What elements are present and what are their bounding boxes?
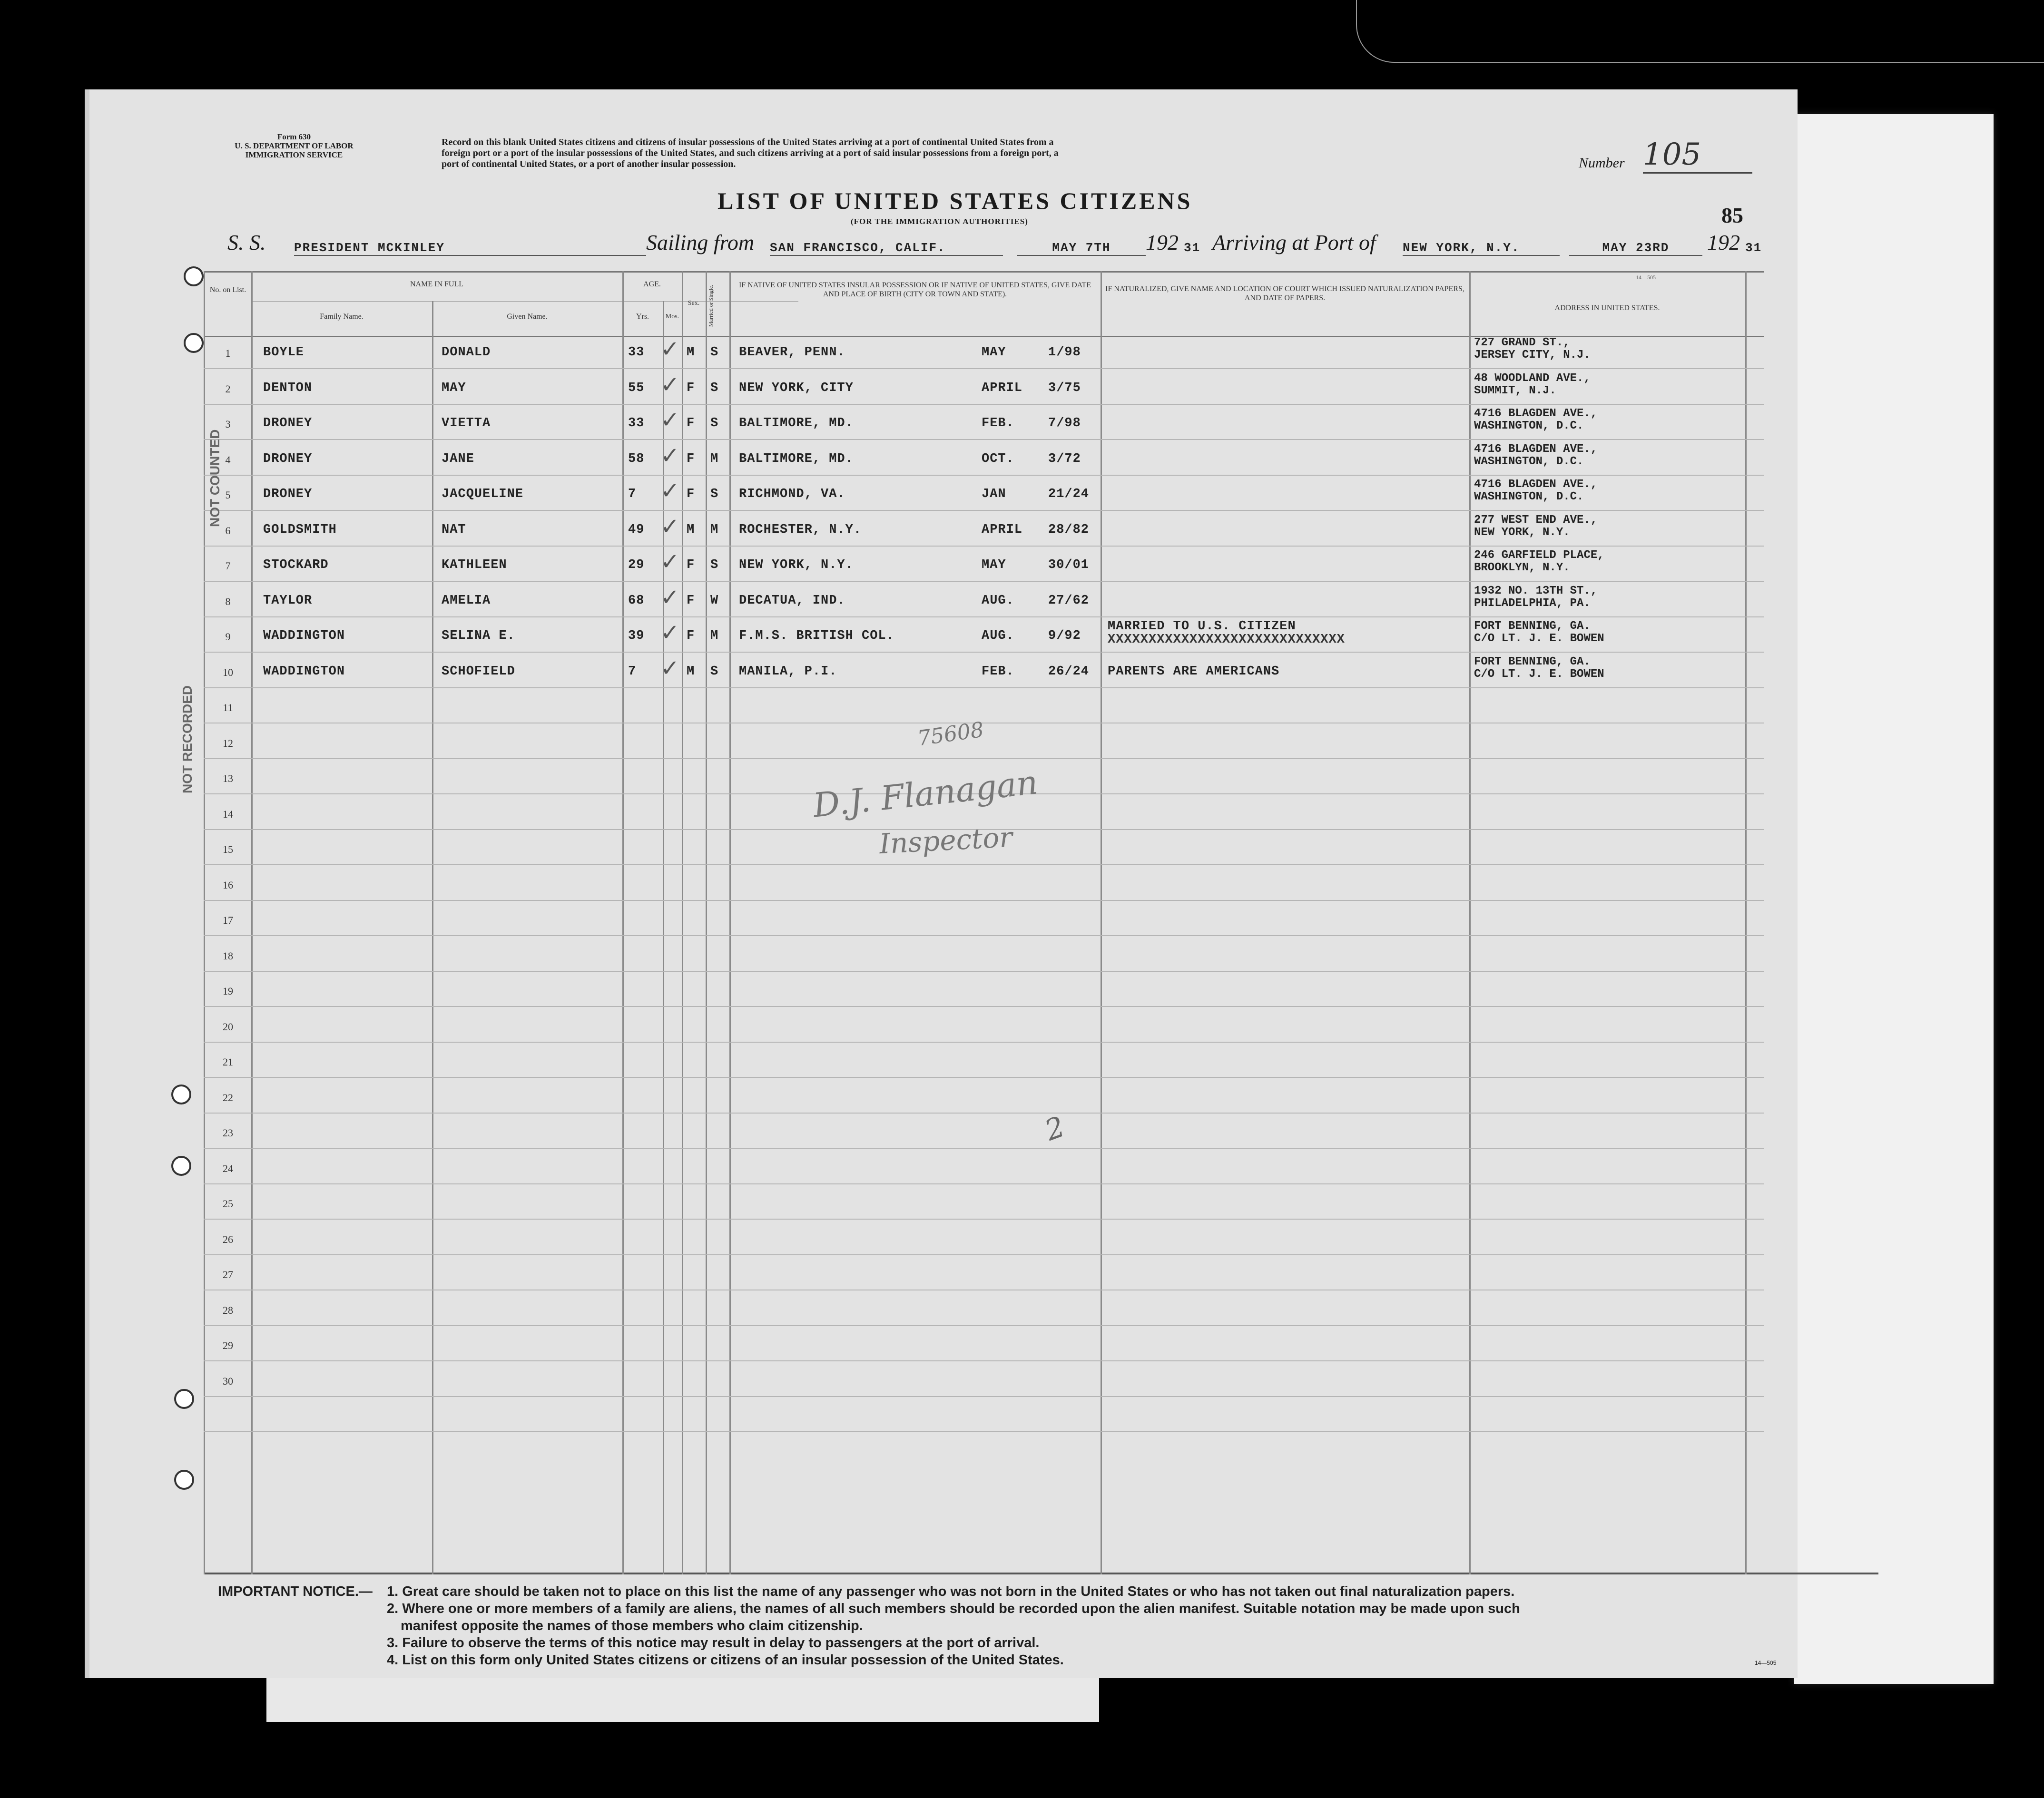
back-sheet [1794,114,1994,1684]
col-line-6 [706,271,707,1574]
birth-month: MAY [982,558,1006,572]
row-rule [204,1431,1764,1432]
col-line-1 [251,271,253,1574]
empty-row-number: 15 [223,843,233,855]
birthplace: BALTIMORE, MD. [739,451,854,466]
empty-row-number: 13 [223,772,233,784]
form-id-block [223,132,365,159]
arriving-label: Arriving at Port of [1212,230,1376,254]
birth-date: 3/72 [1048,451,1081,466]
address-line-2: WASHINGTON, D.C. [1474,490,1584,503]
address-line-1: FORT BENNING, GA. [1474,655,1591,668]
row-rule [204,652,1764,653]
sex: F [687,416,695,430]
address-line-1: 4716 BLAGDEN AVE., [1474,478,1598,491]
address-line-2: SUMMIT, N.J. [1474,384,1556,397]
sex: F [687,558,695,572]
birth-month: OCT. [982,451,1014,466]
empty-row-number: 23 [223,1127,233,1139]
notice-item-2-continued: manifest opposite the names of those members who claim citizenship. [401,1618,863,1633]
departure-port: SAN FRANCISCO, CALIF. [770,241,1003,256]
empty-row-number: 22 [223,1091,233,1104]
birthplace: NEW YORK, N.Y. [739,558,854,572]
arrival-year: 31 [1745,241,1762,255]
empty-row-number: 25 [223,1198,233,1210]
table-top-border [204,271,1764,273]
sailing-from-label: Sailing from [646,230,755,254]
age-years: 39 [628,629,645,643]
departure-year-prefix: 192 [1146,230,1179,254]
empty-row-number: 24 [223,1162,233,1174]
arrival-date: MAY 23RD [1569,241,1702,256]
age-years: 68 [628,593,645,608]
marital-status: M [710,629,719,643]
empty-row-number: 29 [223,1339,233,1351]
birth-date: 7/98 [1048,416,1081,430]
address-line-1: 277 WEST END AVE., [1474,513,1598,527]
table-bottom-border [204,1573,1878,1574]
row-rule [204,546,1764,547]
address-line-2: PHILADELPHIA, PA. [1474,596,1591,610]
header-given-name: Given Name. [507,313,548,321]
empty-row-number: 30 [223,1375,233,1387]
address-line-2: WASHINGTON, D.C. [1474,455,1584,468]
marital-status: W [710,593,719,608]
form-title: LIST OF UNITED STATES CITIZENS [717,187,1193,214]
check-mark-icon: ✓ [660,371,680,398]
row-number: 5 [225,489,231,501]
family-name: DENTON [263,381,313,395]
row-rule [204,1396,1764,1397]
notice-item-2: 2. Where one or more members of a family are aliens, the names of all such members should be recorded upon the alien manifest. Suitable notation may be made upon such [387,1601,1520,1616]
page-number: 85 [1721,203,1743,227]
marital-status: M [710,522,719,537]
check-mark-icon: ✓ [660,619,680,646]
empty-row-number: 18 [223,949,233,962]
empty-row-number: 17 [223,914,233,926]
empty-row-number: 14 [223,808,233,820]
instruction-line-3: port of continental United States, or a port of another insular possession. [442,159,736,169]
birth-month: FEB. [982,416,1014,430]
empty-row-number: 16 [223,879,233,891]
row-rule [204,1325,1764,1326]
address-line-2: JERSEY CITY, N.J. [1474,349,1591,362]
marital-status: S [710,345,719,360]
row-rule [204,1148,1764,1149]
birth-date: 1/98 [1048,345,1081,360]
check-mark-icon: ✓ [660,655,680,682]
address-line-1: 4716 BLAGDEN AVE., [1474,442,1598,456]
header-birthplace: IF NATIVE OF UNITED STATES INSULAR POSSESSION OR IF NATIVE OF UNITED STATES, GIVE DATE AND PLACE OF BIRTH (CITY OR TOWN AND STATE). [738,281,1091,298]
number-label: Number [1579,155,1625,171]
col-line-7 [729,271,731,1574]
marital-status: M [710,451,719,466]
row-number: 1 [225,347,231,359]
header-age: AGE. [643,280,661,288]
header-no-on-list: No. on List. [209,286,246,294]
header-naturalized: IF NATURALIZED, GIVE NAME AND LOCATION OF COURT WHICH ISSUED NATURALIZATION PAPERS, AND DATE OF PAPERS. [1105,285,1464,302]
notice-label: IMPORTANT NOTICE.— [218,1584,373,1599]
marital-status: S [710,416,719,430]
sex: F [687,629,695,643]
row-rule [204,1113,1764,1114]
col-line-8 [1101,271,1102,1574]
instruction-line-2: foreign port or a port of the insular possessions of the United States, and such citizens arriving at a port of said insular possessions from a foreign port, a [442,148,1059,158]
row-number: 8 [225,595,231,607]
given-name: NAT [442,522,466,537]
list-number: 105 [1643,137,1752,174]
row-rule [204,439,1764,440]
family-name: DRONEY [263,487,313,501]
address-line-1: 48 WOODLAND AVE., [1474,371,1591,385]
birth-date: 9/92 [1048,629,1081,643]
naturalization-note: PARENTS ARE AMERICANS [1108,664,1280,679]
age-years: 33 [628,345,645,360]
birth-month: APRIL [982,381,1023,395]
empty-row-number: 21 [223,1056,233,1068]
inspector-signature: D.J. Flanagan [811,762,1040,825]
row-rule [204,758,1764,759]
empty-row-number: 28 [223,1304,233,1316]
birthplace: BEAVER, PENN. [739,345,845,360]
punch-hole-2 [184,333,204,353]
row-number: 10 [223,666,233,678]
family-name: GOLDSMITH [263,522,337,537]
birth-month: AUG. [982,593,1014,608]
birthplace: F.M.S. BRITISH COL. [739,629,894,643]
form-subtitle: (FOR THE IMMIGRATION AUTHORITIES) [851,217,1028,226]
check-mark-icon: ✓ [660,442,680,469]
col-line-2 [432,301,433,1574]
birthplace: NEW YORK, CITY [739,381,854,395]
handwritten-number: 75608 [916,717,985,751]
family-name: WADDINGTON [263,664,345,679]
birthplace: DECATUA, IND. [739,593,845,608]
birth-date: 21/24 [1048,487,1090,501]
row-rule [204,1219,1764,1220]
birth-date: 27/62 [1048,593,1090,608]
birth-month: JAN [982,487,1006,501]
sex: F [687,381,695,395]
notice-item-3: 3. Failure to observe the terms of this notice may result in delay to passengers at the port of arrival. [387,1635,1040,1651]
arrival-port: NEW YORK, N.Y. [1403,241,1560,256]
row-rule [204,864,1764,865]
given-name: MAY [442,381,466,395]
family-name: STOCKARD [263,558,329,572]
address-line-1: 1932 NO. 13TH ST., [1474,584,1598,597]
punch-hole-5 [174,1389,194,1409]
sex: M [687,345,695,360]
header-years: Yrs. [636,313,649,321]
empty-row-number: 20 [223,1020,233,1033]
notice-item-1: 1. Great care should be taken not to place on this list the name of any passenger who was not born in the United States or who has not taken out final naturalization papers. [387,1584,1515,1599]
header-family-name: Family Name. [320,313,364,321]
address-line-2: NEW YORK, N.Y. [1474,526,1570,539]
row-number: 4 [225,453,231,466]
empty-row-number: 26 [223,1233,233,1245]
address-line-1: 4716 BLAGDEN AVE., [1474,407,1598,420]
given-name: DONALD [442,345,491,360]
check-mark-icon: ✓ [660,336,680,362]
address-line-2: BROOKLYN, N.Y. [1474,561,1570,574]
header-months: Mos. [665,313,679,320]
form-instructions [442,137,1612,170]
check-mark-icon: ✓ [660,407,680,433]
naturalization-note: MARRIED TO U.S. CITIZEN [1108,619,1296,634]
birth-month: MAY [982,345,1006,360]
family-name: TAYLOR [263,593,313,608]
row-rule [204,581,1764,582]
row-rule [204,1006,1764,1007]
address-line-2: C/O LT. J. E. BOWEN [1474,632,1604,645]
check-mark-icon: ✓ [660,513,680,540]
departure-year: 31 [1184,241,1201,255]
sex: F [687,593,695,608]
empty-row-number: 27 [223,1269,233,1280]
age-years: 58 [628,451,645,466]
marital-status: S [710,381,719,395]
given-name: SCHOFIELD [442,664,515,679]
ss-label: S. S. [227,230,266,254]
given-name: VIETTA [442,416,491,430]
marital-status: S [710,558,719,572]
row-rule [204,687,1764,688]
row-rule [204,510,1764,511]
col-line-5 [682,271,683,1574]
birth-month: AUG. [982,629,1014,643]
age-years: 33 [628,416,645,430]
inspector-title: Inspector [878,821,1013,860]
naturalization-struck-text: XXXXXXXXXXXXXXXXXXXXXXXXXXXXX [1108,633,1345,647]
birthplace: BALTIMORE, MD. [739,416,854,430]
birth-date: 26/24 [1048,664,1090,679]
birth-date: 30/01 [1048,558,1090,572]
col-line-10 [1745,271,1747,1574]
sex: F [687,451,695,466]
empty-row-number: 11 [223,702,233,713]
given-name: JACQUELINE [442,487,524,501]
row-rule [204,971,1764,972]
header-small-code: 14—505 [1636,274,1656,281]
address-line-1: 246 GARFIELD PLACE, [1474,549,1604,562]
row-number: 3 [225,418,231,430]
margin-stamp-not-recorded: NOT RECORDED [180,685,195,793]
check-mark-icon: ✓ [660,478,680,504]
family-name: BOYLE [263,345,305,360]
row-rule [204,475,1764,476]
notice-item-4: 4. List on this form only United States citizens or citizens of an insular possession of the United States. [387,1652,1064,1668]
form-number: Form 630 [277,132,311,141]
row-number: 7 [225,560,231,572]
departure-date: MAY 7TH [1017,241,1146,256]
row-number: 2 [225,382,231,395]
instruction-line-1: Record on this blank United States citizens and citizens of insular possessions of the United States arriving at a port of continental United States from a [442,137,1054,147]
sex: F [687,487,695,501]
punch-hole-1 [184,266,204,286]
family-name: DRONEY [263,416,313,430]
address-line-2: C/O LT. J. E. BOWEN [1474,667,1604,681]
punch-hole-6 [174,1470,194,1490]
birthplace: MANILA, P.I. [739,664,837,679]
empty-row-number: 12 [223,737,233,749]
col-line-3 [622,271,624,1574]
age-years: 55 [628,381,645,395]
sex: M [687,522,695,537]
row-rule [204,900,1764,901]
check-mark-icon: ✓ [660,548,680,575]
birth-date: 3/75 [1048,381,1081,395]
birth-date: 28/82 [1048,522,1090,537]
center-handwritten-mark: 2 [1041,1110,1070,1148]
given-name: SELINA E. [442,629,515,643]
row-rule [204,1042,1764,1043]
row-rule [204,1183,1764,1184]
given-name: AMELIA [442,593,491,608]
row-number: 9 [225,631,231,643]
row-rule [204,935,1764,936]
age-years: 7 [628,487,637,501]
notice-code: 14—505 [1755,1660,1777,1666]
sex: M [687,664,695,679]
age-years: 7 [628,664,637,679]
header-name-in-full: NAME IN FULL [410,280,463,288]
arrival-year-prefix: 192 [1707,230,1740,254]
row-rule [204,1077,1764,1078]
row-number: 6 [225,524,231,537]
family-name: DRONEY [263,451,313,466]
punch-hole-3 [171,1085,191,1104]
address-line-1: 727 GRAND ST., [1474,336,1570,349]
marital-status: S [710,487,719,501]
row-rule [204,368,1764,369]
punch-hole-4 [171,1156,191,1176]
birth-month: APRIL [982,522,1023,537]
row-rule [204,404,1764,405]
age-years: 29 [628,558,645,572]
row-rule [204,1360,1764,1361]
row-rule [204,616,1764,617]
col-line-9 [1469,271,1471,1574]
scan-corner-line [1356,0,2044,63]
margin-stamp-not-counted: NOT COUNTED [207,429,222,527]
address-line-1: FORT BENNING, GA. [1474,620,1591,633]
service-name: IMMIGRATION SERVICE [245,150,343,159]
header-address: ADDRESS IN UNITED STATES. [1554,304,1660,312]
family-name: WADDINGTON [263,629,345,643]
address-line-2: WASHINGTON, D.C. [1474,420,1584,432]
given-name: JANE [442,451,474,466]
given-name: KATHLEEN [442,558,507,572]
marital-status: S [710,664,719,679]
ship-name: PRESIDENT MCKINLEY [294,241,646,256]
manifest-page [85,89,1798,1678]
birthplace: ROCHESTER, N.Y. [739,522,862,537]
empty-row-number: 19 [223,985,233,997]
age-years: 49 [628,522,645,537]
department-name: U. S. DEPARTMENT OF LABOR [235,141,354,150]
check-mark-icon: ✓ [660,584,680,611]
birth-month: FEB. [982,664,1014,679]
row-rule [204,1254,1764,1255]
header-sex: Sex. [688,300,700,307]
birthplace: RICHMOND, VA. [739,487,845,501]
header-married-single: Married or Single. [708,284,714,327]
